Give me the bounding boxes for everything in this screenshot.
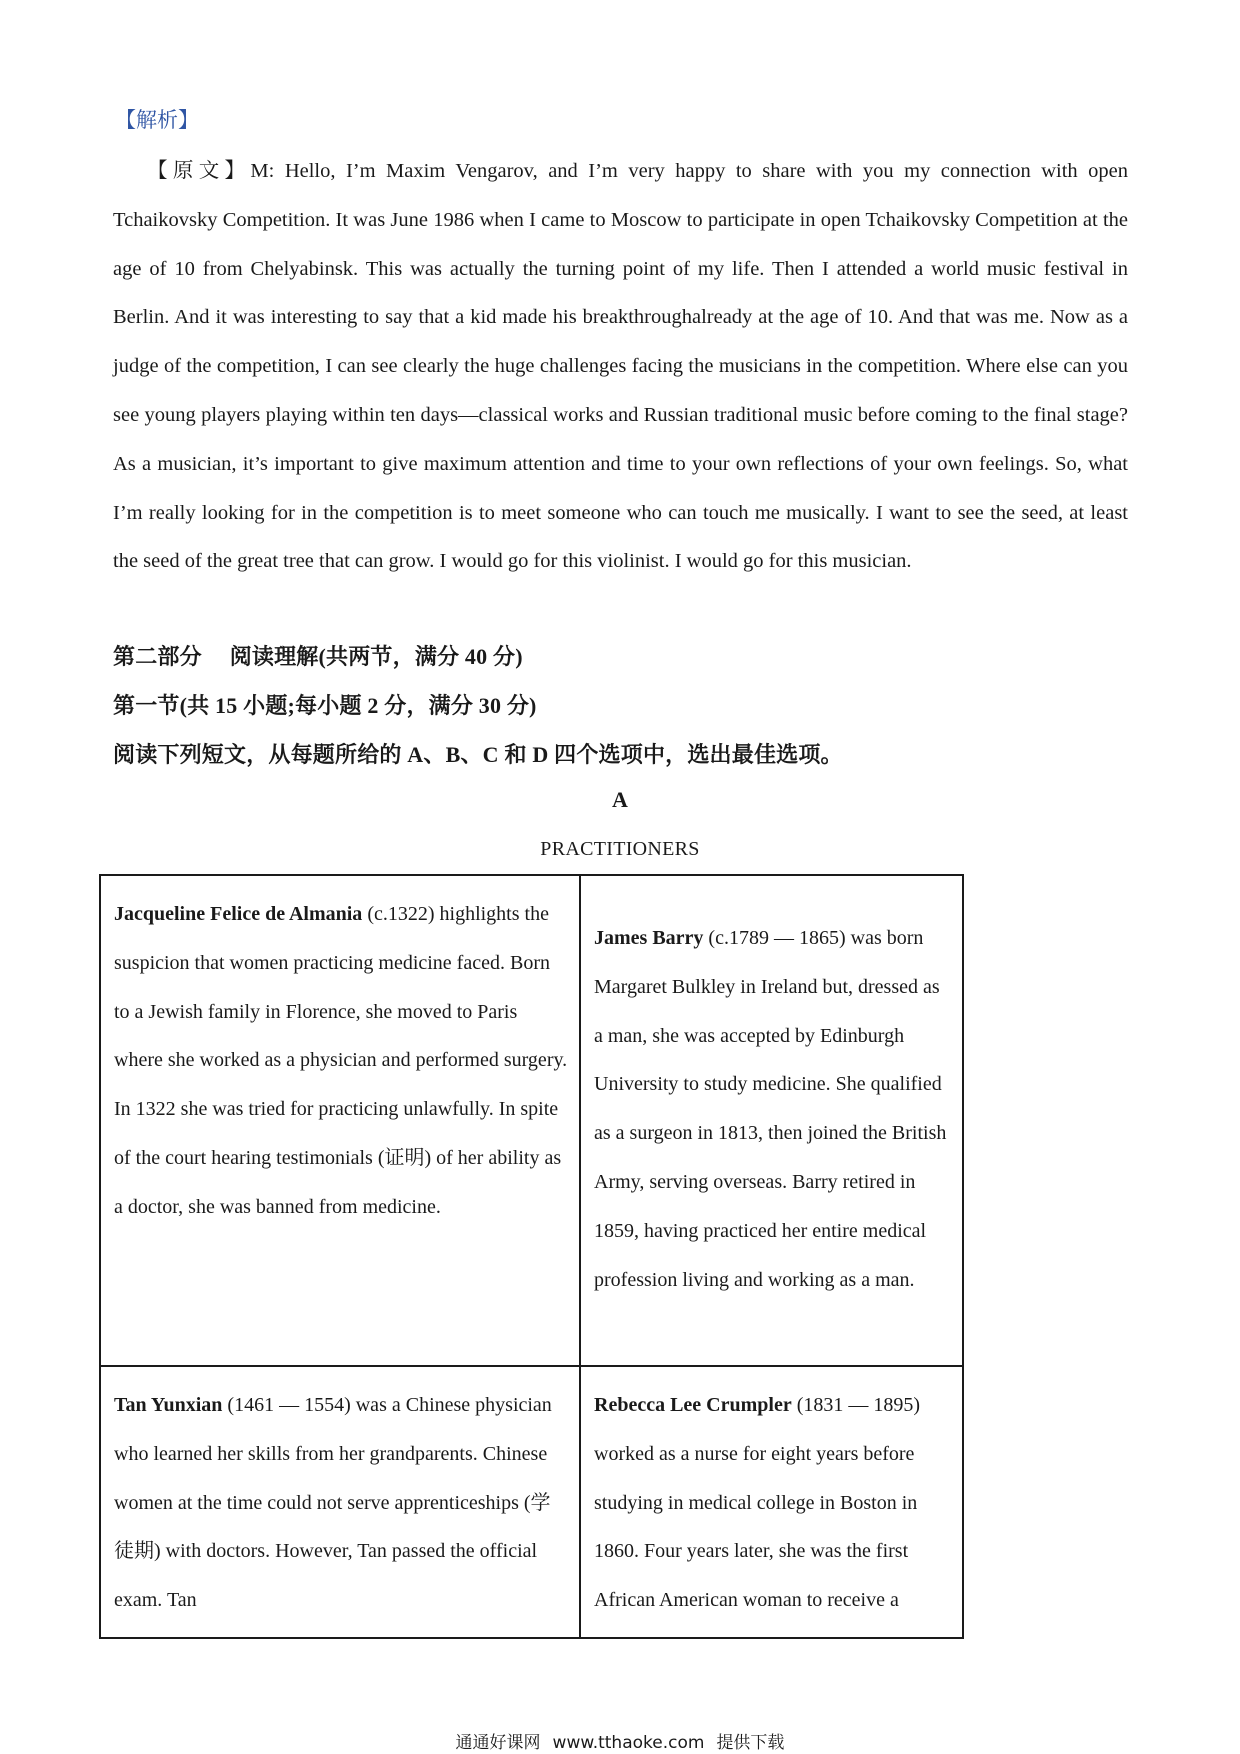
part-heading: 第二部分 阅读理解(共两节，满分 40 分) [113, 644, 523, 669]
table-cell-barry [580, 875, 963, 1366]
practitioner-bio: (1461 — 1554) was a Chinese physician who learned her skills from her grandparents. Chinese women at the time could not serve apprenticeships (学徒期) with doctors. However, Tan passed the official exam. Tan [114, 1394, 552, 1612]
section-heading: 第一节(共 15 小题;每小题 2 分，满分 30 分) [113, 693, 537, 718]
transcript-paragraph: 【原文】M: Hello, I’m Maxim Vengarov, and I’m very happy to share with you my connection with open Tchaikovsky Competition. It was June 1986 when I came to Moscow to participate in open Tchaikovsky Competition at the age of 10 from Chelyabinsk. This was actually the turning point of my life. Then I attended a world music festival in Berlin. And it was interesting to say that a kid made his breakthroughalready at the age of 10. And that was me. Now as a judge of the competition, I can see clearly the huge challenges facing the musicians in the competition. Where else can you see young players playing within ten days—classical works and Russian traditional music before coming to the final stage? As a musician, it’s important to give maximum attention and time to your own reflections of your own feelings. So, what I’m really looking for in the competition is to meet someone who can touch me musically. I want to see the seed, at least the seed of the great tree that can grow. I would go for this violinist. I would go for this musician. [113, 160, 1128, 573]
table-title: PRACTITIONERS [540, 838, 700, 860]
practitioner-name: Jacqueline Felice de Almania [114, 903, 363, 925]
practitioner-bio: (1831 — 1895) worked as a nurse for eight years before studying in medical college in Boston in 1860. Four years later, she was the first African American woman to receive a [594, 1394, 921, 1612]
practitioner-bio: (c.1322) highlights the suspicion that women practicing medicine faced. Born to a Jewish family in Florence, she moved to Paris where she worked as a physician and performed surgery. In 1322 she was tried for practicing unlawfully. In spite of the court hearing testimonials (证明) of her ability as a doctor, she was banned from medicine. [114, 903, 568, 1218]
table-row [100, 1366, 963, 1638]
passage-label: A [612, 787, 628, 812]
table-row [100, 875, 963, 1366]
practitioner-name: James Barry [594, 927, 704, 949]
table-cell-tan [100, 1366, 580, 1638]
table-cell-crumpler [580, 1366, 963, 1638]
practitioner-name: Tan Yunxian [114, 1394, 223, 1416]
practitioner-bio: (c.1789 — 1865) was born Margaret Bulkley in Ireland but, dressed as a man, she was accepted by Edinburgh University to study medicine. She qualified as a surgeon in 1813, then joined the British Army, serving overseas. Barry retired in 1859, having practiced her entire medical profession living and working as a man. [594, 927, 947, 1291]
instruction-text: 阅读下列短文，从每题所给的 A、B、C 和 D 四个选项中，选出最佳选项。 [113, 742, 843, 767]
footer-url[interactable]: www.tthaoke.com [552, 1733, 705, 1753]
listening-transcript [113, 147, 1128, 586]
page-footer [0, 1728, 1240, 1753]
footer-tail: 提供下载 [716, 1733, 785, 1753]
analysis-label: 【解析】 [115, 108, 199, 132]
practitioner-name: Rebecca Lee Crumpler [594, 1394, 792, 1416]
practitioners-table [99, 874, 964, 1639]
table-cell-almania [100, 875, 580, 1366]
footer-site-name: 通通好课网 [455, 1733, 541, 1753]
